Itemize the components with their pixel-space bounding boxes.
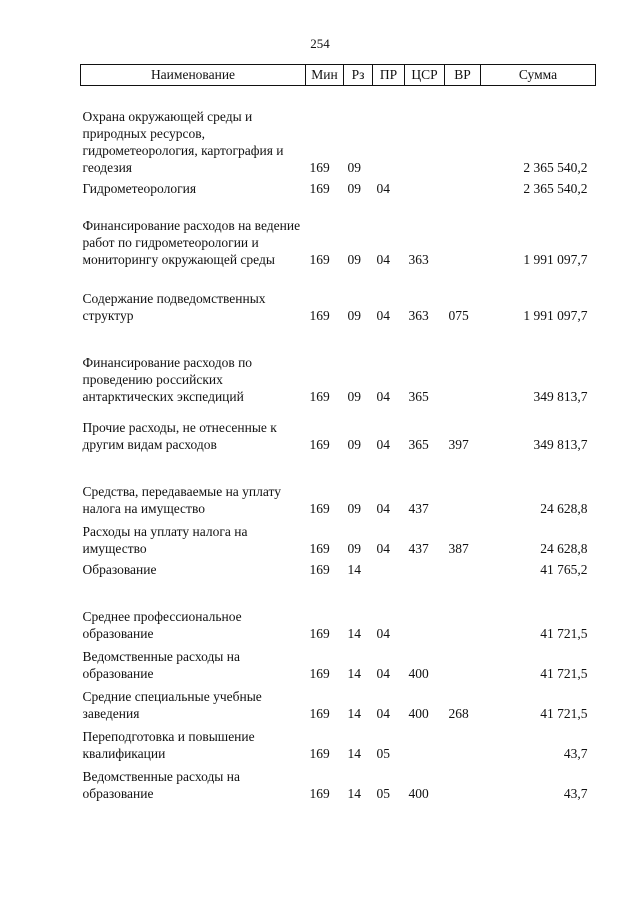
row-sum: 24 628,8 [540,501,588,516]
row-name: Финансирование расходов на ведение работ по гидрометеорологии и мониторингу окружающей среды [82,218,301,267]
row-pr: 05 [376,746,390,761]
row-sum: 41 721,5 [540,626,588,641]
table-row [81,180,596,197]
row-sum: 41 765,2 [540,562,588,577]
row-name: Средние специальные учебные заведения [82,689,262,721]
row-min: 169 [309,562,330,577]
budget-table [80,64,596,802]
row-csr: 437 [408,541,429,556]
row-name: Гидрометеорология [82,181,197,196]
row-sum: 41 721,5 [540,666,588,681]
header-pr: ПР [373,65,405,86]
row-vr: 387 [448,541,469,556]
table-row [81,561,596,578]
row-vr: 268 [448,706,469,721]
row-rz: 14 [347,786,361,801]
row-rz: 14 [347,626,361,641]
row-name: Ведомственные расходы на образование [82,649,240,681]
row-sum: 43,7 [563,746,588,761]
header-csr: ЦСР [405,65,445,86]
row-sum: 1 991 097,7 [523,308,588,323]
row-name: Переподготовка и повышение квалификации [82,729,255,761]
row-name: Охрана окружающей среды и природных ресурсов, гидрометеорология, картография и геодезия [82,109,284,175]
row-vr [445,354,481,405]
row-csr: 437 [408,501,429,516]
row-min: 169 [309,786,330,801]
row-sum: 43,7 [563,786,588,801]
row-vr [445,561,481,578]
row-csr: 400 [408,786,429,801]
row-rz: 09 [347,308,361,323]
row-vr [445,648,481,682]
header-vr: ВР [445,65,481,86]
row-csr: 400 [408,666,429,681]
row-csr [405,728,445,762]
row-min: 169 [309,501,330,516]
row-min: 169 [309,541,330,556]
row-rz: 09 [347,181,361,196]
row-name: Расходы на уплату налога на имущество [82,524,248,556]
row-csr: 363 [408,252,429,267]
row-sum: 349 813,7 [533,389,588,404]
row-name: Образование [82,562,157,577]
row-rz: 14 [347,562,361,577]
table-row [81,768,596,802]
table-row [81,608,596,642]
row-min: 169 [309,746,330,761]
table-row [81,728,596,762]
row-sum: 2 365 540,2 [523,181,588,196]
table-row [81,523,596,557]
row-csr [405,561,445,578]
row-rz: 14 [347,666,361,681]
row-min: 169 [309,666,330,681]
row-rz: 09 [347,160,361,175]
row-pr: 04 [376,181,390,196]
row-rz: 09 [347,541,361,556]
row-csr: 365 [408,389,429,404]
row-min: 169 [309,160,330,175]
row-rz: 09 [347,389,361,404]
row-sum: 2 365 540,2 [523,160,588,175]
row-vr [445,180,481,197]
row-pr [373,108,405,176]
row-vr: 397 [448,437,469,452]
row-csr [405,108,445,176]
row-min: 169 [309,626,330,641]
row-pr: 04 [376,252,390,267]
row-rz: 14 [347,706,361,721]
row-name: Среднее профессиональное образование [82,609,242,641]
row-pr [373,561,405,578]
table-row [81,290,596,324]
row-rz: 09 [347,501,361,516]
table-row [81,419,596,453]
row-name: Прочие расходы, не отнесенные к другим видам расходов [82,420,277,452]
row-pr: 04 [376,437,390,452]
table-row [81,108,596,176]
row-vr [445,608,481,642]
page-number: 254 [310,36,330,51]
row-csr: 400 [408,706,429,721]
row-pr: 04 [376,666,390,681]
header-rz: Рз [344,65,373,86]
row-pr: 04 [376,308,390,323]
row-min: 169 [309,252,330,267]
header-name: Наименование [81,65,306,86]
row-sum: 24 628,8 [540,541,588,556]
row-sum: 349 813,7 [533,437,588,452]
row-name: Содержание подведомственных структур [82,291,266,323]
header-sum: Сумма [481,65,596,86]
row-pr: 04 [376,541,390,556]
row-csr [405,180,445,197]
header-min: Мин [306,65,344,86]
table-row [81,648,596,682]
table-row [81,483,596,517]
row-min: 169 [309,706,330,721]
row-pr: 04 [376,501,390,516]
row-rz: 14 [347,746,361,761]
table-header [81,65,596,86]
row-rz: 09 [347,437,361,452]
row-pr: 04 [376,706,390,721]
row-csr: 363 [408,308,429,323]
row-vr [445,108,481,176]
row-rz: 09 [347,252,361,267]
row-min: 169 [309,181,330,196]
row-vr: 075 [448,308,469,323]
row-name: Финансирование расходов по проведению российских антарктических экспедиций [82,355,253,404]
table-row [81,688,596,722]
table-row [81,354,596,405]
row-csr: 365 [408,437,429,452]
row-min: 169 [309,308,330,323]
table-row [81,217,596,268]
row-pr: 04 [376,389,390,404]
row-vr [445,483,481,517]
row-pr: 04 [376,626,390,641]
row-min: 169 [309,389,330,404]
row-min: 169 [309,437,330,452]
row-csr [405,608,445,642]
row-sum: 41 721,5 [540,706,588,721]
row-name: Ведомственные расходы на образование [82,769,240,801]
row-name: Средства, передаваемые на уплату налога на имущество [82,484,281,516]
row-pr: 05 [376,786,390,801]
row-vr [445,217,481,268]
row-vr [445,768,481,802]
row-vr [445,728,481,762]
row-sum: 1 991 097,7 [523,252,588,267]
